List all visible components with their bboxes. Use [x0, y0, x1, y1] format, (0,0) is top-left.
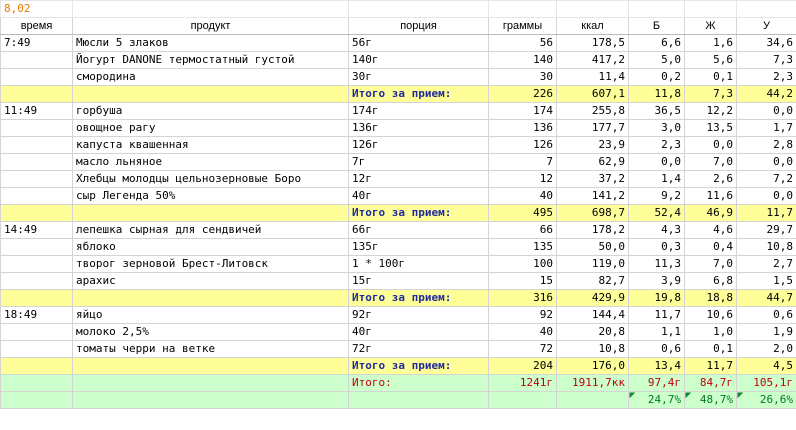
- table-row: [1, 222, 796, 239]
- subtotal-carbs[interactable]: 44,2: [737, 86, 796, 103]
- header-row: [1, 18, 796, 35]
- product-cell[interactable]: Мюсли 5 злаков: [73, 35, 349, 52]
- table-row: [1, 188, 796, 205]
- subtotal-grams[interactable]: 204: [489, 358, 557, 375]
- protein-cell[interactable]: 0,2: [629, 69, 685, 86]
- kcal-cell[interactable]: 255,8: [557, 103, 629, 120]
- time-cell[interactable]: [1, 154, 73, 171]
- fat-cell[interactable]: 6,8: [685, 273, 737, 290]
- grams-cell[interactable]: 92: [489, 307, 557, 324]
- fat-cell[interactable]: 4,6: [685, 222, 737, 239]
- protein-cell[interactable]: 11,3: [629, 256, 685, 273]
- percent-fat[interactable]: 48,7%: [685, 392, 737, 409]
- table-row: [1, 341, 796, 358]
- empty-cell[interactable]: [349, 1, 489, 18]
- portion-cell[interactable]: 1 * 100г: [349, 256, 489, 273]
- time-cell[interactable]: [1, 256, 73, 273]
- header-fat[interactable]: Ж: [685, 18, 737, 35]
- fat-cell[interactable]: 5,6: [685, 52, 737, 69]
- subtotal-kcal[interactable]: 607,1: [557, 86, 629, 103]
- table-row: [1, 171, 796, 188]
- portion-cell[interactable]: 15г: [349, 273, 489, 290]
- time-cell[interactable]: [1, 188, 73, 205]
- grams-cell[interactable]: 40: [489, 188, 557, 205]
- subtotal-protein[interactable]: 13,4: [629, 358, 685, 375]
- time-cell[interactable]: [1, 273, 73, 290]
- table-row: [1, 137, 796, 154]
- meal-subtotal-row: [1, 290, 796, 307]
- percent-protein[interactable]: 24,7%: [629, 392, 685, 409]
- protein-cell[interactable]: 2,3: [629, 137, 685, 154]
- grams-cell[interactable]: 126: [489, 137, 557, 154]
- empty-cell[interactable]: [73, 290, 349, 307]
- grams-cell[interactable]: 140: [489, 52, 557, 69]
- subtotal-protein[interactable]: 11,8: [629, 86, 685, 103]
- time-cell[interactable]: [1, 341, 73, 358]
- empty-cell[interactable]: [1, 392, 73, 409]
- table-row: [1, 307, 796, 324]
- fat-cell[interactable]: 2,6: [685, 171, 737, 188]
- product-cell[interactable]: овощное рагу: [73, 120, 349, 137]
- product-cell[interactable]: томаты черри на ветке: [73, 341, 349, 358]
- grams-cell[interactable]: 40: [489, 324, 557, 341]
- product-cell[interactable]: сыр Легенда 50%: [73, 188, 349, 205]
- carbs-cell[interactable]: 2,3: [737, 69, 796, 86]
- empty-cell[interactable]: [1, 205, 73, 222]
- carbs-cell[interactable]: 29,7: [737, 222, 796, 239]
- title-row: [1, 1, 796, 18]
- portion-cell[interactable]: 174г: [349, 103, 489, 120]
- header-kcal[interactable]: ккал: [557, 18, 629, 35]
- fat-cell[interactable]: 10,6: [685, 307, 737, 324]
- protein-cell[interactable]: 0,6: [629, 341, 685, 358]
- header-time[interactable]: время: [1, 18, 73, 35]
- portion-cell[interactable]: 140г: [349, 52, 489, 69]
- kcal-cell[interactable]: 11,4: [557, 69, 629, 86]
- table-row: [1, 120, 796, 137]
- time-cell[interactable]: [1, 69, 73, 86]
- meal-subtotal-row: [1, 358, 796, 375]
- carbs-cell[interactable]: 10,8: [737, 239, 796, 256]
- subtotal-protein[interactable]: 52,4: [629, 205, 685, 222]
- total-label[interactable]: Итого:: [349, 375, 489, 392]
- total-grams[interactable]: 1241г: [489, 375, 557, 392]
- portion-cell[interactable]: 136г: [349, 120, 489, 137]
- empty-cell[interactable]: [629, 1, 685, 18]
- grams-cell[interactable]: 30: [489, 69, 557, 86]
- time-cell[interactable]: [1, 324, 73, 341]
- grams-cell[interactable]: 15: [489, 273, 557, 290]
- protein-cell[interactable]: 1,4: [629, 171, 685, 188]
- kcal-cell[interactable]: 37,2: [557, 171, 629, 188]
- total-carbs[interactable]: 105,1г: [737, 375, 796, 392]
- time-cell[interactable]: [1, 52, 73, 69]
- time-cell[interactable]: [1, 137, 73, 154]
- portion-cell[interactable]: 7г: [349, 154, 489, 171]
- kcal-cell[interactable]: 23,9: [557, 137, 629, 154]
- protein-cell[interactable]: 5,0: [629, 52, 685, 69]
- meal-subtotal-row: [1, 86, 796, 103]
- carbs-cell[interactable]: 1,5: [737, 273, 796, 290]
- fat-cell[interactable]: 12,2: [685, 103, 737, 120]
- product-cell[interactable]: Хлебцы молодцы цельнозерновые Боро: [73, 171, 349, 188]
- subtotal-carbs[interactable]: 11,7: [737, 205, 796, 222]
- fat-cell[interactable]: 0,1: [685, 341, 737, 358]
- table-row: [1, 103, 796, 120]
- product-cell[interactable]: яйцо: [73, 307, 349, 324]
- time-cell[interactable]: 18:49: [1, 307, 73, 324]
- subtotal-kcal[interactable]: 429,9: [557, 290, 629, 307]
- empty-cell[interactable]: [1, 375, 73, 392]
- grams-cell[interactable]: 72: [489, 341, 557, 358]
- date-cell[interactable]: 8,02: [1, 1, 73, 18]
- carbs-cell[interactable]: 1,9: [737, 324, 796, 341]
- grams-cell[interactable]: 12: [489, 171, 557, 188]
- protein-cell[interactable]: 4,3: [629, 222, 685, 239]
- portion-cell[interactable]: 12г: [349, 171, 489, 188]
- meal-subtotal-row: [1, 205, 796, 222]
- kcal-cell[interactable]: 20,8: [557, 324, 629, 341]
- carbs-cell[interactable]: 2,0: [737, 341, 796, 358]
- day-total-row: [1, 375, 796, 392]
- subtotal-grams[interactable]: 495: [489, 205, 557, 222]
- kcal-cell[interactable]: 178,5: [557, 35, 629, 52]
- product-cell[interactable]: арахис: [73, 273, 349, 290]
- subtotal-fat[interactable]: 46,9: [685, 205, 737, 222]
- product-cell[interactable]: лепешка сырная для сендвичей: [73, 222, 349, 239]
- header-product[interactable]: продукт: [73, 18, 349, 35]
- portion-cell[interactable]: 66г: [349, 222, 489, 239]
- total-protein[interactable]: 97,4г: [629, 375, 685, 392]
- table-row: [1, 52, 796, 69]
- time-cell[interactable]: [1, 120, 73, 137]
- subtotal-grams[interactable]: 226: [489, 86, 557, 103]
- product-cell[interactable]: творог зерновой Брест-Литовск: [73, 256, 349, 273]
- empty-cell[interactable]: [73, 1, 349, 18]
- subtotal-fat[interactable]: 18,8: [685, 290, 737, 307]
- header-portion[interactable]: порция: [349, 18, 489, 35]
- kcal-cell[interactable]: 62,9: [557, 154, 629, 171]
- subtotal-fat[interactable]: 7,3: [685, 86, 737, 103]
- subtotal-label[interactable]: Итого за прием:: [349, 86, 489, 103]
- time-cell[interactable]: [1, 171, 73, 188]
- empty-cell[interactable]: [489, 1, 557, 18]
- empty-cell[interactable]: [73, 86, 349, 103]
- table-row: [1, 256, 796, 273]
- grams-cell[interactable]: 135: [489, 239, 557, 256]
- macro-percent-row: [1, 392, 796, 409]
- subtotal-carbs[interactable]: 44,7: [737, 290, 796, 307]
- protein-cell[interactable]: 6,6: [629, 35, 685, 52]
- percent-carbs[interactable]: 26,6%: [737, 392, 796, 409]
- kcal-cell[interactable]: 417,2: [557, 52, 629, 69]
- kcal-cell[interactable]: 82,7: [557, 273, 629, 290]
- fat-cell[interactable]: 7,0: [685, 154, 737, 171]
- subtotal-kcal[interactable]: 698,7: [557, 205, 629, 222]
- table-row: [1, 69, 796, 86]
- carbs-cell[interactable]: 1,7: [737, 120, 796, 137]
- header-grams[interactable]: граммы: [489, 18, 557, 35]
- fat-cell[interactable]: 11,6: [685, 188, 737, 205]
- protein-cell[interactable]: 3,9: [629, 273, 685, 290]
- grams-cell[interactable]: 7: [489, 154, 557, 171]
- empty-cell[interactable]: [685, 1, 737, 18]
- time-cell[interactable]: 7:49: [1, 35, 73, 52]
- subtotal-carbs[interactable]: 4,5: [737, 358, 796, 375]
- subtotal-label[interactable]: Итого за прием:: [349, 358, 489, 375]
- header-carbs[interactable]: У: [737, 18, 796, 35]
- product-cell[interactable]: смородина: [73, 69, 349, 86]
- kcal-cell[interactable]: 177,7: [557, 120, 629, 137]
- kcal-cell[interactable]: 10,8: [557, 341, 629, 358]
- table-row: [1, 154, 796, 171]
- fat-cell[interactable]: 1,0: [685, 324, 737, 341]
- kcal-cell[interactable]: 119,0: [557, 256, 629, 273]
- grams-cell[interactable]: 136: [489, 120, 557, 137]
- carbs-cell[interactable]: 2,8: [737, 137, 796, 154]
- grams-cell[interactable]: 174: [489, 103, 557, 120]
- empty-cell[interactable]: [557, 1, 629, 18]
- fat-cell[interactable]: 7,0: [685, 256, 737, 273]
- portion-cell[interactable]: 126г: [349, 137, 489, 154]
- portion-cell[interactable]: 135г: [349, 239, 489, 256]
- kcal-cell[interactable]: 141,2: [557, 188, 629, 205]
- empty-cell[interactable]: [489, 392, 557, 409]
- protein-cell[interactable]: 0,0: [629, 154, 685, 171]
- time-cell[interactable]: [1, 239, 73, 256]
- product-cell[interactable]: горбуша: [73, 103, 349, 120]
- grams-cell[interactable]: 66: [489, 222, 557, 239]
- subtotal-kcal[interactable]: 176,0: [557, 358, 629, 375]
- portion-cell[interactable]: 56г: [349, 35, 489, 52]
- empty-cell[interactable]: [1, 358, 73, 375]
- table-row: [1, 239, 796, 256]
- carbs-cell[interactable]: 0,0: [737, 154, 796, 171]
- protein-cell[interactable]: 0,3: [629, 239, 685, 256]
- fat-cell[interactable]: 13,5: [685, 120, 737, 137]
- carbs-cell[interactable]: 7,3: [737, 52, 796, 69]
- empty-cell[interactable]: [1, 290, 73, 307]
- time-cell[interactable]: 11:49: [1, 103, 73, 120]
- total-kcal[interactable]: 1911,7кк: [557, 375, 629, 392]
- product-cell[interactable]: яблоко: [73, 239, 349, 256]
- grams-cell[interactable]: 56: [489, 35, 557, 52]
- carbs-cell[interactable]: 2,7: [737, 256, 796, 273]
- subtotal-fat[interactable]: 11,7: [685, 358, 737, 375]
- subtotal-protein[interactable]: 19,8: [629, 290, 685, 307]
- portion-cell[interactable]: 30г: [349, 69, 489, 86]
- fat-cell[interactable]: 0,1: [685, 69, 737, 86]
- protein-cell[interactable]: 36,5: [629, 103, 685, 120]
- protein-cell[interactable]: 9,2: [629, 188, 685, 205]
- carbs-cell[interactable]: 34,6: [737, 35, 796, 52]
- empty-cell[interactable]: [737, 1, 796, 18]
- empty-cell[interactable]: [557, 392, 629, 409]
- table-row: [1, 273, 796, 290]
- portion-cell[interactable]: 40г: [349, 324, 489, 341]
- protein-cell[interactable]: 3,0: [629, 120, 685, 137]
- carbs-cell[interactable]: 7,2: [737, 171, 796, 188]
- grams-cell[interactable]: 100: [489, 256, 557, 273]
- carbs-cell[interactable]: 0,6: [737, 307, 796, 324]
- kcal-cell[interactable]: 144,4: [557, 307, 629, 324]
- product-cell[interactable]: капуста квашенная: [73, 137, 349, 154]
- protein-cell[interactable]: 1,1: [629, 324, 685, 341]
- total-fat[interactable]: 84,7г: [685, 375, 737, 392]
- product-cell[interactable]: Йогурт DANONE термостатный густой: [73, 52, 349, 69]
- empty-cell[interactable]: [73, 358, 349, 375]
- header-protein[interactable]: Б: [629, 18, 685, 35]
- subtotal-label[interactable]: Итого за прием:: [349, 205, 489, 222]
- empty-cell[interactable]: [73, 205, 349, 222]
- portion-cell[interactable]: 72г: [349, 341, 489, 358]
- product-cell[interactable]: масло льняное: [73, 154, 349, 171]
- kcal-cell[interactable]: 50,0: [557, 239, 629, 256]
- empty-cell[interactable]: [73, 375, 349, 392]
- empty-cell[interactable]: [1, 86, 73, 103]
- portion-cell[interactable]: 40г: [349, 188, 489, 205]
- table-row: [1, 324, 796, 341]
- table-row: [1, 35, 796, 52]
- subtotal-grams[interactable]: 316: [489, 290, 557, 307]
- fat-cell[interactable]: 1,6: [685, 35, 737, 52]
- fat-cell[interactable]: 0,0: [685, 137, 737, 154]
- carbs-cell[interactable]: 0,0: [737, 188, 796, 205]
- protein-cell[interactable]: 11,7: [629, 307, 685, 324]
- fat-cell[interactable]: 0,4: [685, 239, 737, 256]
- kcal-cell[interactable]: 178,2: [557, 222, 629, 239]
- empty-cell[interactable]: [73, 392, 349, 409]
- product-cell[interactable]: молоко 2,5%: [73, 324, 349, 341]
- empty-cell[interactable]: [349, 392, 489, 409]
- carbs-cell[interactable]: 0,0: [737, 103, 796, 120]
- portion-cell[interactable]: 92г: [349, 307, 489, 324]
- subtotal-label[interactable]: Итого за прием:: [349, 290, 489, 307]
- time-cell[interactable]: 14:49: [1, 222, 73, 239]
